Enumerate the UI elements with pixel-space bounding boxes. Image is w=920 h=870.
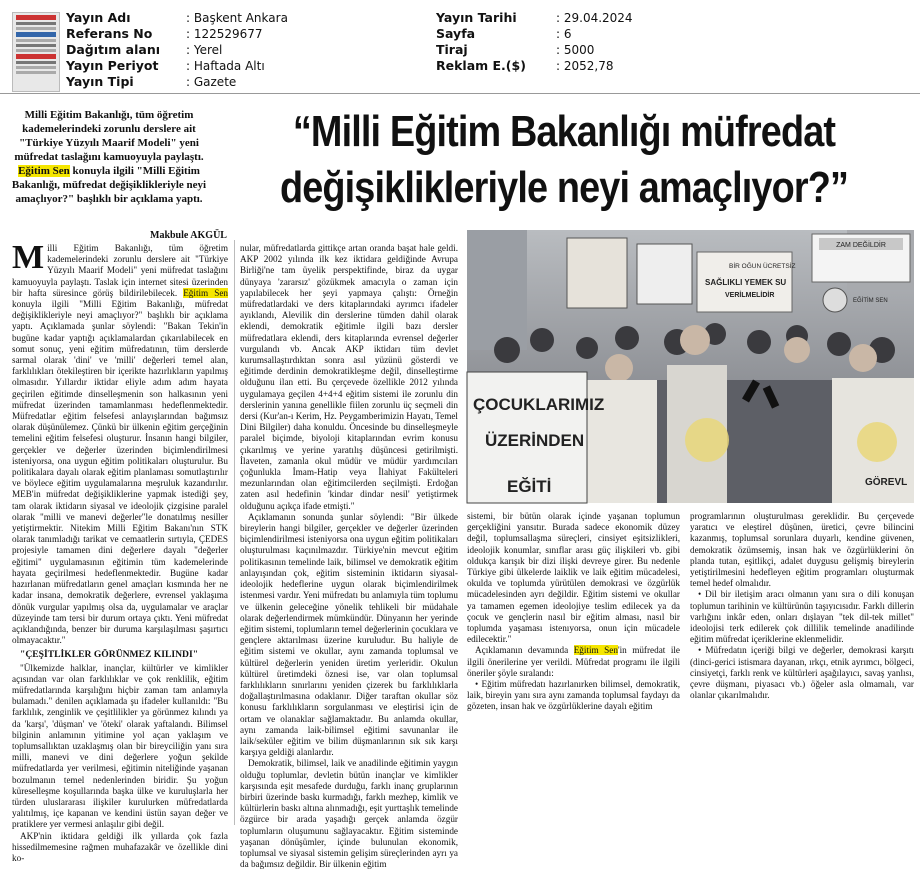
protest-photo <box>467 230 914 503</box>
meta-value-tiraj: : 5000 <box>556 43 595 57</box>
col1-paragraph-1a: illi Eğitim Bakanlığı, tüm öğretim kademelerindeki zorunlu derslere ait "Türkiye Yüzyılı Maarif Modeli" yeni müfredat taslağını kamuoyuyla paylaştı. Taslak için internet sitesi üzerinden bir hafta süresince görüş bildirilebilecek. <box>12 243 228 298</box>
meta-label-reklam: Reklam E.($) <box>436 58 526 73</box>
lead-summary <box>10 108 208 206</box>
meta-value-referans-no: : 122529677 <box>186 27 263 41</box>
meta-label-dagitim-alani: Dağıtım alanı <box>66 42 161 57</box>
col4-paragraph-2: • Dil bir iletişim aracı olmanın yanı sıra o dili konuşan toplumun tarihinin ve kültürünün taşıyıcısıdır. Farklı dillerin varlığını inkâr eden, onları dışlayan "tek dil-tek millet" ideolojisi terk edilerek çok dillilik temelinde anadilinde eğitim müfredat içeriklerine eklenmelidir. <box>690 589 914 645</box>
meta-value-yayin-periyot: : Haftada Altı <box>186 59 265 73</box>
meta-value-reklam: : 2052,78 <box>556 59 614 73</box>
sign-saglikli: SAĞLIKLI YEMEK SU <box>705 278 787 287</box>
col4-paragraph-3: • Müfredatın içeriği bilgi ve değerler, demokrasi karşıtı (dinci-gerici istismara dayanan, ırkçı, etnik ayrımcı, bölgeci, cinsiyetçi, farklı renk ve kültürleri aşağılayıcı, savaş yanlısı, çevre düşmanı, piyasacı vb.) öğeler asla olmamalı, var olanlar çıkarılmalıdır. <box>690 645 914 701</box>
meta-label-referans-no: Referans No <box>66 26 153 41</box>
sign-zam: ZAM DEĞİLDİR <box>836 242 886 249</box>
col3-paragraph-2a: Açıklamanın devamında <box>475 645 569 656</box>
meta-label-yayin-periyot: Yayın Periyot <box>66 58 159 73</box>
article-column-1 <box>12 239 228 863</box>
col3-highlight: Eğitim Sen <box>573 645 618 656</box>
headline-line-1: “Milli Eğitim Bakanlığı müfredat <box>292 107 836 156</box>
lead-text-1: Milli Eğitim Bakanlığı, tüm öğretim kademelerindeki zorunlu derslere ait "Türkiye Yüzyılı Maarif Modeli" yeni müfredat taslağını kamuoyuyla paylaştı. <box>14 109 204 163</box>
banner-uzerinden: ÜZERİNDEN <box>485 431 585 450</box>
sign-egitimsen-logo: EĞİTİM SEN <box>853 298 888 304</box>
author-byline: Makbule AKGÜL <box>150 230 227 241</box>
headline <box>261 104 866 216</box>
col3-paragraph-2b: 'in müfredat ile ilgili önerilerine yer verildi. Müfredat programı ile ilgili öneriler şöyle sıralandı: <box>467 645 680 678</box>
meta-label-yayin-tarihi: Yayın Tarihi <box>436 10 517 25</box>
col1-paragraph-2: "Ülkemizde halklar, inançlar, kültürler ve kimlikler açısından var olan farklılıklar ve çok renklilik, eğitim müfredatlarında karşılığını hiçbir zaman tam anlamıyla bulamadı." denilen açıklamada şu ifadeler kullanıldı: "Bu farklılık, zenginlik ve çeşitlilikler ya görünmez kılındı ya da 'karşı', 'düşman' ve 'öteki' olarak yaftalandı. Bilimsel bilginin anlamının yitimine yol açan yaklaşım ve toplumsallıktan uzaklaşmış olan bir bireyciliğin yanı sıra milli, manevi ve dini değerlere yoğun şekilde müfredatlarda yer verilmesi, eğitimin niteliğinde yaşanan bozulmanın temel nedenlerinden biridir. Şu yoğun küreselleşme koşullarında başka ülke ve kuruluşlarla her türden uluslararası ilişkiler kurulurken müfredatlarda yalıtılmış, içe kapanan ve kendini üstün sayan değer ve pratiklere yer vermesi anlaşılır gibi değil. <box>12 662 228 830</box>
lead-text-2: konuyla ilgili "Milli Eğitim Bakanlığı, müfredat değişiklikleriyle neyi amaçlıyor?" başlıklı bir açıklama yaptı. <box>11 165 207 205</box>
meta-label-sayfa: Sayfa <box>436 26 476 41</box>
subheading: "ÇEŞİTLİKLER GÖRÜNMEZ KILINDI" <box>20 649 199 661</box>
col2-paragraph-2: Açıklamanın sonunda şunlar söylendi: "Bir ülkede bireylerin hangi bilgiler, gerçekler ve değerler üzerinden biçimlendirilmesi isteniyorsa ona uygun eğitim politikaları oluşturulması kaçınılmazdır. Türkiye'nin mevcut eğitim politikasının temelinde laik, bilimsel ve demokratik eğitim anlayışından çok, eğitim sisteminin iktidarın siyasal-ideolojik hedeflerine uygun olarak biçimlendirilmek istenmesi vardır. Yeni müfredatı bu anlamıyla tüm toplumu ve ülkenin geleceğine yönelik tehlikeli bir müdahale olarak değerlendirmek mümkündür. Dünyanın her yerinde eğitim sistemi, toplumların temel değerlerinin çocuklara ve gençlere aktarılması üzerine kuruludur. Bu haliyle de eğitim sistemi ve okullar, aynı zamanda toplumsal ve kültürel değerlerin yeniden üretim yerleridir. Okulun kültürel üretimdeki öznesi ise, var olan toplumsal farklılıkların sınırlarını yeniden çizerek bu farklılıklarla doğallaştırılmasına odaklanır. Diğer taraftan okullar söz konusu farklılıkların sorgulanması ve eleştirisi için de ortam ve olanaklar sağlamaktadır. Bu anlamda okullar, aynı zamanda laik-bilimsel eğitimi savunanlar ile laik/seküler eğitim ve bilim düşmanlarının sık sık karşı karşıya geldiği alanlardır. <box>240 511 458 758</box>
col2-paragraph-1: nular, müfredatlarda gittikçe artan oranda başat hale geldi. AKP 2002 yılında ilk kez iktidara geldiğinde Avrupa Birliği'ne tam üyelik perspektifinde, biraz da uygar dünyaya 'zararsız' gözükmek amacıyla o zaman için yapılabilecek her şeyi yapmaya çalıştı: Örneğin müfredatlardaki ve ders kitaplarındaki ayrımcı ifadeler ayıklandı, Alevilik din derslerine tümden dahil olarak eklendi, demokratik eğitimle ilgili bazı dersler müfredatlara eklendi, ders kitaplarında evrensel değerler vurgulandı vb. Ancak AKP iktidarı tüm devlet kurumsallaştırdıktan sonra asıl yüzünü gösterdi ve eğitimde derdinin demokratikleşme değil, dinselleştirme olduğunu ilan etti. Bu çerçevede özellikle 2012 yılında uygulamaya geçilen 4+4+4 eğitim sistemi ile zorunlu din derslerinin yanına genellikle fiilen zorunlu üç seçmeli din dersi (Kur'an-ı Kerim, Hz. Peygamberimizin Hayatı, Temel Dini Bilgiler) daha konuldu. Öncesinde bu dinselleşmeyle paralel biçimde, biyoloji kitaplarından evrim konusu çıkarılmış ve yerine yaratılış düşüncesi getirilmişti. İlaveten, zamanla okul müdür ve müdür yardımcıları çoğunlukla İmam-Hatip veya İlahiyat Fakülteleri mezunlarından olan eğitimcilerden seçilmişti. Erdoğan zaten asıl hedefinin 'kindar dindar nesil' yetiştirmek olduğunu açıkça ifade etmişti." <box>240 243 458 511</box>
banner-egiti: EĞİTİ <box>507 477 552 496</box>
newspaper-thumbnail <box>12 12 60 92</box>
meta-value-yayin-tarihi: : 29.04.2024 <box>556 11 633 25</box>
col3-paragraph-1: sistemi, bir bütün olarak içinde yaşanan toplumun gerçekliğini yansıtır. Burada sadece ekonomik düzey değil, toplumsallaşma süreçleri, cinsiyet eşitsizlikleri, ideolojik konumlar, sınıflar arası güç ilişkileri vb. gibi oldukça karışık bir dizi ilişki devreye girer. Bu nedenle Türkiye gibi ülkelerde laiklik ve laik eğitim mücadelesi, okulda ve toplumda yürütülen demokrasi ve özgürlük mücadelesinden ayrı değildir. Eğitim sistemi ve okullar ya tamamen egemen ideolojiye teslim edilecek ya da çocuk ve gençlerin nasıl bir eğitim alması, nasıl bir toplumda yaşaması istenıyorsa, onun için mücadele edilecektir." <box>467 511 680 645</box>
col1-highlight: Eğitim Sen <box>183 287 228 298</box>
header-divider <box>0 93 920 94</box>
meta-label-yayin-tipi: Yayın Tipi <box>66 74 134 89</box>
lead-highlight: Eğitim Sen <box>18 165 70 177</box>
meta-label-yayin-adi: Yayın Adı <box>66 10 131 25</box>
meta-value-sayfa: : 6 <box>556 27 572 41</box>
column-divider <box>234 240 235 825</box>
article-column-3 <box>467 511 680 835</box>
vest-gorevli: GÖREVL <box>865 477 908 488</box>
clipping-metadata <box>0 6 920 94</box>
headline-line-2: değişiklikleriyle neyi amaçlıyor?” <box>279 163 849 212</box>
drop-cap: M <box>12 239 45 276</box>
meta-value-yayin-adi: : Başkent Ankara <box>186 11 288 25</box>
col4-paragraph-1: programlarının oluşturulması gereklidir. Bu çerçevede yaratıcı ve eleştirel düşünen, üretici, çevre bilincini kazanmış, toplumsal sorunlara duyarlı, kendine güvenen, demokratik özümsemiş, insan hak ve özgürlüklerini ön planda tutan, eşitlikçi, adalet duygusu gelişmiş bireylerin yetiştirilmesini hedefleyen eğitim programları oluşturmak temel hedef olmalıdır. <box>690 511 914 589</box>
sign-verilmeli: VERİLMELİDİR <box>725 292 775 299</box>
sign-ogun: BİR OĞUN ÜCRETSİZ <box>729 263 796 270</box>
meta-value-dagitim-alani: : Yerel <box>186 43 223 57</box>
meta-label-tiraj: Tiraj <box>436 42 468 57</box>
col1-paragraph-3: AKP'nin iktidara geldiği ilk yıllarda çok fazla hissedilmemesine rağmen muhafazakâr ve özellikle dini ko- <box>12 830 228 863</box>
col3-paragraph-3: • Eğitim müfredatı hazırlanırken bilimsel, demokratik, laik, bireyin yanı sıra aynı zamanda toplumsal faydayı da gözeten, insan hak ve özgürlüklerine dayalı eğitim <box>467 679 680 712</box>
article-column-2 <box>240 243 458 870</box>
article-column-4 <box>690 511 914 835</box>
col1-paragraph-1b: konuyla ilgili "Milli Eğitim Bakanlığı, müfredat değişiklikleriyle neyi amaçlıyor?" başlıklı bir açıklama yaptı. Açıklamada şunlar söylendi: "Bakan Tekin'in bugüne kadar yaptığı açıklamalardan çıkarılabilecek en somut sonuç, yeni eğitim müfredatının, tüm derslerde sarmal olarak 'dini' ve 'milli' değerleri temel alan, farklılıkları ötekileştiren bir içerikte hazırlıkların yapılmış olmasıdır. Yıllardır iktidar eliyle adım adım hayata geçirilen eğitimde dinselleşmenin son halkasının yeni müfredat üzerinden tamamlanması hedeflenmektedir. Müfredatlar eğitim felsefesi anlayışlarından bağımsız olarak düşünülemez. Çünkü bir ülkenin eğitim gerçeğinin temelini eğitim felsefesi oluşturur. İnsanın hangi bilgiler, gerçekler ve değerler üzerinden biçimlendirilmesi isteniyorsa, ona uygun eğitim politikaları oluşturulur. Bu politikalara dayalı olarak eğitim planlaması somutlaştırılır ve böylece eğitim uygulamalarına meşruluk kazandırılır. MEB'in müfredat değişikliklerine yapmak istediği şey, tam olarak iktidarın siyasal ve ideolojik çizgisine paralel olarak "milli ve manevi değerler"le donatılmış nesiller yetiştirmektir. Nitekim Milli Eğitim Bakanı'nın STK olarak tanımladığı tarikat ve cemaatlerin sırtıyla, ÇEDES projesiyle tamamen dini değerlere dayalı "değerler eğitimi" uygulamasının eğitimin tüm kademelerinde hayata geçirilmesi hedeflenmektedir. Bugüne kadar hazırlanan müfredatların genel amaçları kısmında her ne kadar insana, demokratik değerlere, evrensel yaklaşıma dönük vurgular yapılmış olsa da, uygulamalar ve araçlar düzeyinde tam tersi bir durum ortaya çıktı. Yeni müfredat açıklandığında, benzer bir duruma karşılaşılması şaşırtıcı olmayacaktır." <box>12 299 228 646</box>
meta-value-yayin-tipi: : Gazete <box>186 75 237 89</box>
col2-paragraph-3: Demokratik, bilimsel, laik ve anadilinde eğitimin yaygın olduğu toplumlar, devletin bütün inançlar ve kimlikler karşısında eşit mesafede durduğu, farklı inanç gruplarının birbiri üzerinde baskı kurmadığı, farklı mezhep, kimlik ve kültürlerin baskı altına alınmadığı, eşit yurttaşlık temelinde özgürce bir arada yaşadığı gerçek anlamda özgür toplumların oluşumunu sağlayacaktır. Eğitim sisteminde yaşanan dönüşümler, içinde bulunulan ekonomik, toplumsal ve siyasal sistemin gelişim süreçlerinden ayrı ya da bağımsız değildir. Bir ülkenin eğitim <box>240 758 458 870</box>
banner-cocuklarimiz: ÇOCUKLARIMIZ <box>473 395 605 414</box>
